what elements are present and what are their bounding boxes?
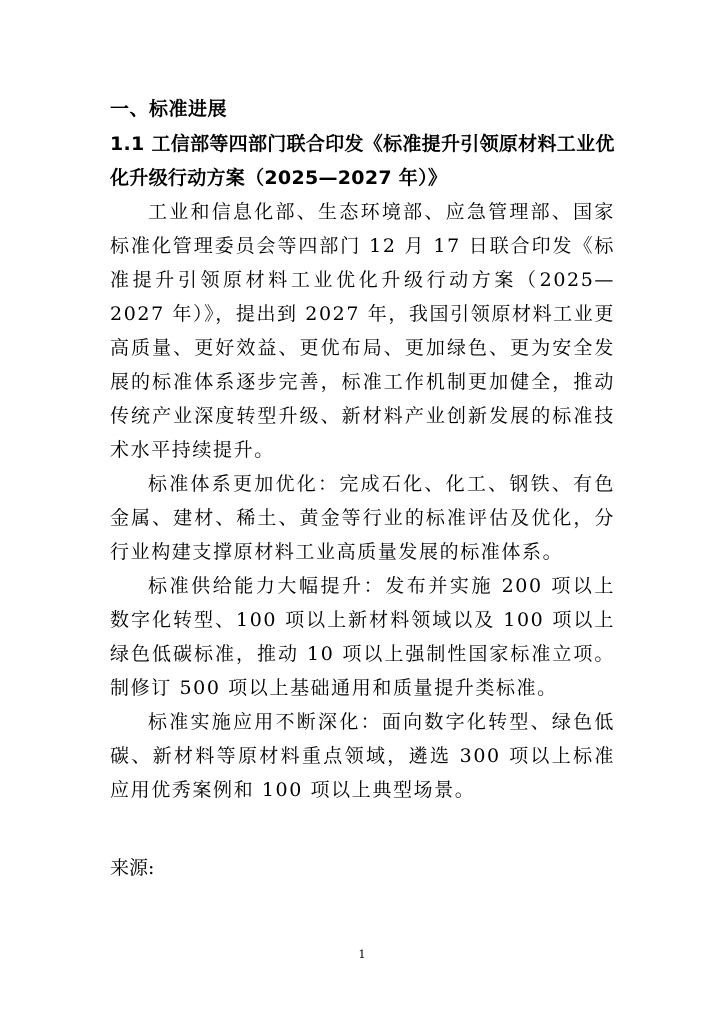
page-number: 1 bbox=[358, 948, 366, 961]
section-heading: 一、标准进展 bbox=[110, 98, 228, 120]
paragraph-standard-system: 标准体系更加优化：完成石化、化工、钢铁、有色金属、建材、稀土、黄金等行业的标准评估及优化，分行业构建支撑原材料工业高质量发展的标准体系。 bbox=[110, 473, 615, 563]
sub-heading: 1.1 工信部等四部门联合印发《标准提升引领原材料工业优化升级行动方案（2025—2027 年）》 bbox=[110, 133, 615, 189]
source-label: 来源: bbox=[110, 857, 155, 879]
paragraph-standard-implementation: 标准实施应用不断深化：面向数字化转型、绿色低碳、新材料等原材料重点领域，遴选 300 项以上标准应用优秀案例和 100 项以上典型场景。 bbox=[110, 711, 615, 801]
document-body bbox=[110, 92, 615, 885]
paragraph-standard-supply: 标准供给能力大幅提升：发布并实施 200 项以上数字化转型、100 项以上新材料领域以及 100 项以上绿色低碳标准，推动 10 项以上强制性国家标准立项。制修订 500 项以上基础通用和质量提升类标准。 bbox=[110, 575, 615, 699]
paragraph-intro: 工业和信息化部、生态环境部、应急管理部、国家标准化管理委员会等四部门 12 月 17 日联合印发《标准提升引领原材料工业优化升级行动方案（2025—2027 年）》，提出到 2027 年，我国引领原材料工业更高质量、更好效益、更优布局、更加绿色、更为安全发展的标准体系逐步完善，标准工作机制更加健全，推动传统产业深度转型升级、新材料产业创新发展的标准技术水平持续提升。 bbox=[110, 201, 615, 461]
